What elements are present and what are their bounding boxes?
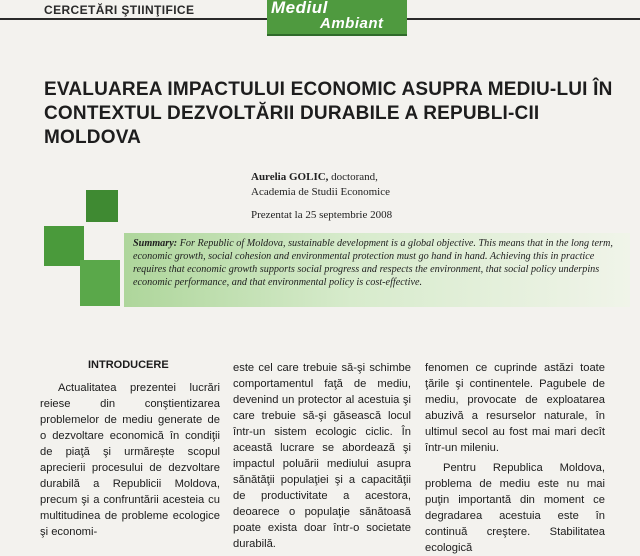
paragraph: Pentru Republica Moldova, problema de mediu este nu mai puţin importantă din moment ce degradarea acestuia este în continuă creştere. Stabilitatea ecologică (425, 462, 605, 554)
banner-title-line1: Mediul (271, 0, 328, 17)
section-label: CERCETĂRI ŞTIINŢIFICE (44, 3, 195, 17)
presented-date: Prezentat la 25 septembrie 2008 (251, 209, 393, 221)
author-name: Aurelia GOLIC, (251, 171, 329, 183)
decorative-square (80, 260, 120, 306)
intro-heading: INTRODUCERE (88, 359, 169, 371)
decorative-square (44, 226, 84, 266)
summary-body: For Republic of Moldova, sustainable development is a global objective. This means that in the long term, economic growth, social cohesion and environmental protection must go hand in hand. Achieving this in practice requires that economic growth supports social progress and respects the environment, that social policy underpins economic performance, and that environmental policy is cost-effective. (133, 238, 613, 288)
author-role: doctorand, (328, 171, 378, 183)
summary (133, 237, 623, 289)
summary-label: Summary: (133, 238, 178, 249)
paragraph: este cel care trebuie să-şi schimbe comportamentul faţă de mediu, devenind un protector al acestuia şi care trebuie să-şi găsească locul într-un sistem ecologic ciclic. În această lucrare se abordează şi impactul poluării mediului asupra sănătăţii populaţiei şi a capacităţii de productivitate a acestora, deoarece o populaţie sănătoasă poate exista doar într-o societate durabilă. (233, 362, 411, 550)
column-3 (425, 360, 605, 556)
paragraph: Actualitatea prezentei lucrări reiese din conştientizarea problemelor de mediu generate de o dezvoltare economică în condiţii de piaţă şi urmărește scopul aprecierii procesului de dezvoltare durabilă a Republicii Moldova, precum şi a confruntării acesteia cu multitudinea de probleme ecologice şi economi- (40, 382, 220, 538)
article-title: EVALUAREA IMPACTULUI ECONOMIC ASUPRA MEDIU-LUI ÎN CONTEXTUL DEZVOLTĂRII DURABILE A REPUBLI-CII MOLDOVA (44, 79, 613, 148)
decorative-square (86, 190, 118, 222)
paragraph: fenomen ce cuprinde astăzi toate ţările şi continentele. Pagubele de mediu, provocate de exploatarea abuzivă a resurselor naturale, în ultimul secol au fost mai mari decît într-un mileniu. (425, 362, 605, 454)
author-line (251, 171, 378, 183)
author-affiliation: Academia de Studii Economice (251, 186, 390, 198)
column-2 (233, 360, 411, 552)
banner-title-line2: Ambiant (320, 15, 384, 32)
column-1 (40, 380, 220, 540)
